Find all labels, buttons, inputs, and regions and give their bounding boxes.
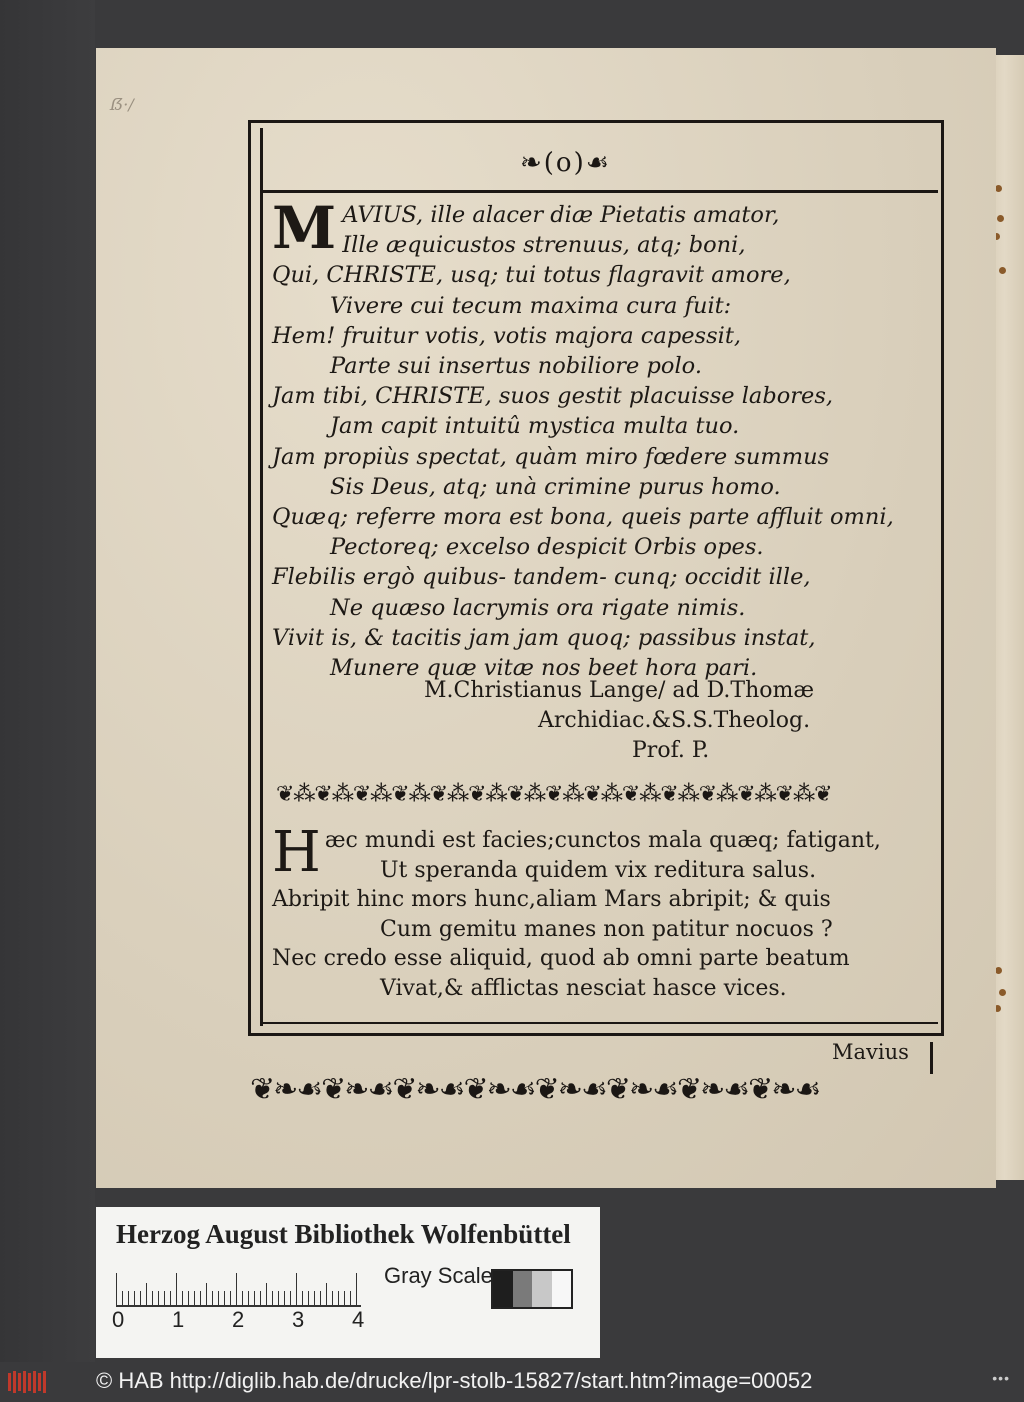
header-rule	[262, 190, 938, 193]
poem1-line: Vivit is, & tacitis jam jam quoq; passibus instat,	[272, 624, 816, 651]
drop-capital: M	[272, 194, 337, 262]
poem1-line: Jam propiùs spectat, quàm miro fœdere summus	[272, 443, 830, 470]
author-line-1: M.Christianus Lange/ ad D.Thomæ	[424, 678, 815, 703]
ornamental-divider: ❦⁂❦⁂❦⁂❦⁂❦⁂❦⁂❦⁂❦⁂❦⁂❦⁂❦⁂❦⁂❦⁂❦⁂❦	[276, 782, 832, 807]
poem1-line: Qui, CHRISTE, usq; tui totus flagravit amore,	[272, 262, 791, 289]
poem1-line: Sis Deus, atq; unà crimine purus homo.	[330, 473, 781, 500]
more-options-icon[interactable]: •••	[992, 1370, 1010, 1386]
ruler	[116, 1267, 361, 1307]
poem1-line: Jam tibi, CHRISTE, suos gestit placuisse labores,	[272, 383, 834, 410]
gray-swatch	[493, 1271, 513, 1307]
ruler-number: 2	[232, 1307, 245, 1332]
bottom-ornament-band: ❦❧☙❦❧☙❦❧☙❦❧☙❦❧☙❦❧☙❦❧☙❦❧☙	[250, 1072, 820, 1107]
pencil-mark: ẞ·/	[110, 95, 134, 114]
poem1-line: Flebilis ergò quibus- tandem- cunq; occidit ille,	[272, 564, 811, 591]
poem2-line: Abripit hinc mors hunc,aliam Mars abripit; & quis	[272, 887, 831, 912]
gray-scale-label: Gray Scale	[384, 1263, 493, 1288]
poem1-line: Jam capit intuitû mystica multa tuo.	[330, 413, 740, 440]
gray-swatch	[552, 1271, 572, 1307]
poem2-line: Cum gemitu manes non patitur nocuos ?	[380, 916, 833, 942]
poem2-line: æc mundi est facies;cunctos mala quæq; fatigant,	[324, 828, 881, 853]
hab-logo-icon[interactable]	[6, 1369, 48, 1395]
ruler-number: 1	[172, 1307, 185, 1332]
header-ornament: ❧(o)☙	[520, 148, 612, 178]
status-bar	[0, 1362, 1024, 1402]
poem2-line: Ut speranda quidem vix reditura salus.	[380, 857, 817, 883]
color-scale-card	[96, 1207, 600, 1358]
poem1-line: Ille æquicustos strenuus, atq; boni,	[342, 232, 746, 259]
ruler-number: 0	[112, 1307, 125, 1332]
bottom-rule	[262, 1022, 938, 1024]
poem-first	[272, 194, 932, 683]
poem2-line: Nec credo esse aliquid, quod ab omni parte beatum	[272, 946, 850, 971]
poem1-line: AVIUS, ille alacer diæ Pietatis amator,	[342, 202, 780, 228]
left-margin	[0, 0, 95, 1362]
poem1-line: Munere quæ vitæ nos beet hora pari.	[330, 655, 758, 682]
gray-scale-swatches	[491, 1269, 573, 1309]
poem1-line: Quæq; referre mora est bona, queis parte affluit omni,	[272, 504, 894, 531]
poem-second	[272, 820, 932, 1003]
drop-capital-2: H	[272, 820, 321, 885]
ruler-number: 3	[292, 1307, 305, 1332]
poem1-line: Ne quæso lacrymis ora rigate nimis.	[330, 594, 746, 621]
library-title: Herzog August Bibliothek Wolfenbüttel	[116, 1219, 571, 1249]
gray-swatch	[513, 1271, 533, 1307]
catchword: Mavius	[832, 1040, 909, 1064]
author-line-2: Archidiac.&S.S.Theolog.	[538, 708, 811, 733]
gray-swatch	[532, 1271, 552, 1307]
catchword-rule	[930, 1042, 933, 1074]
poem1-line: Pectoreq; excelso despicit Orbis opes.	[330, 534, 764, 561]
copyright-url[interactable]: © HAB http://diglib.hab.de/drucke/lpr-stolb-15827/start.htm?image=00052	[96, 1368, 813, 1393]
ruler-number: 4	[352, 1307, 365, 1332]
poem1-line: Vivere cui tecum maxima cura fuit:	[330, 292, 732, 319]
poem2-line: Vivat,& afflictas nesciat hasce vices.	[380, 975, 787, 1001]
poem1-line: Hem! fruitur votis, votis majora capessit,	[272, 322, 742, 349]
author-line-3: Prof. P.	[632, 738, 710, 763]
poem1-line: Parte sui insertus nobiliore polo.	[330, 353, 702, 380]
